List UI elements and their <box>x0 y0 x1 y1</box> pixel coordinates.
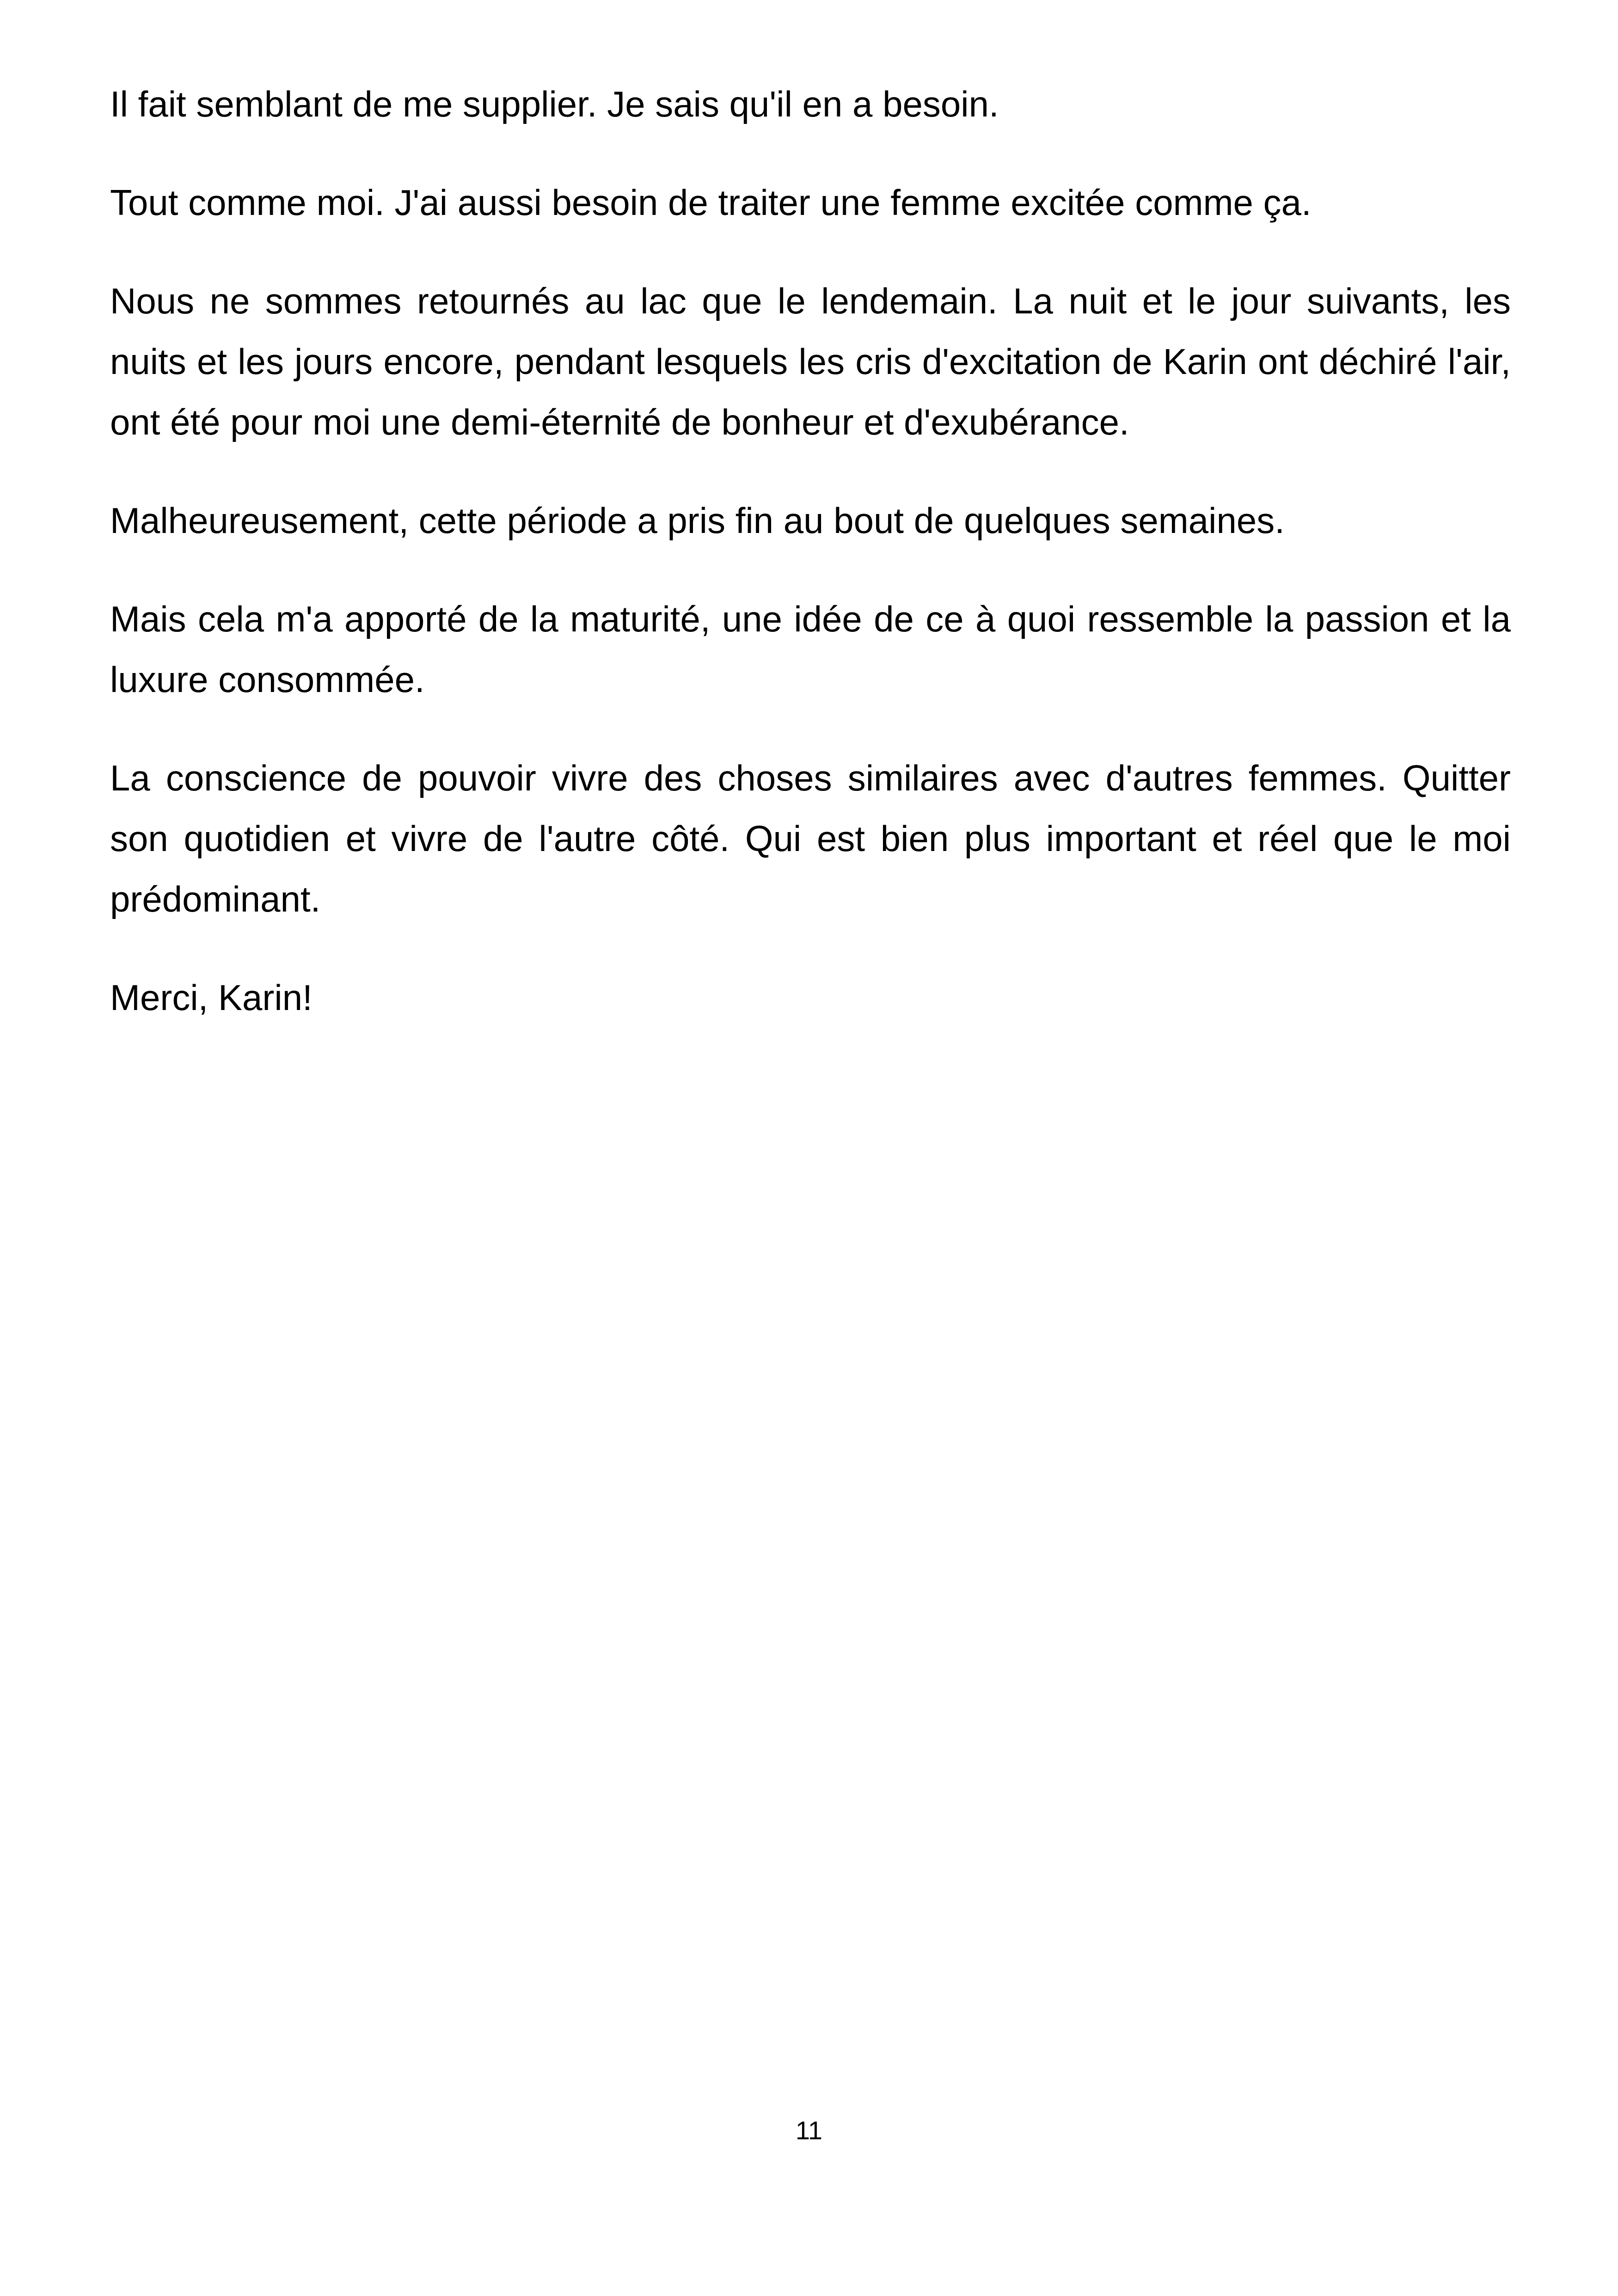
paragraph-3: Nous ne sommes retournés au lac que le lendemain. La nuit et le jour suivants, les nuits et les jours encore, pendant lesquels les cris d'excitation de Karin ont déchiré l'air, ont été pour moi une demi-éternité de bonheur et d'exubérance. <box>110 281 1511 442</box>
body-text <box>110 74 1511 1066</box>
page-number: 11 <box>795 2116 823 2145</box>
paragraph-6: La conscience de pouvoir vivre des choses similaires avec d'autres femmes. Quitter son quotidien et vivre de l'autre côté. Qui est bien plus important et réel que le moi prédominant. <box>110 758 1511 919</box>
paragraph-1: Il fait semblant de me supplier. Je sais qu'il en a besoin. <box>110 84 999 124</box>
paragraph-7: Merci, Karin! <box>110 977 313 1018</box>
paragraph-4: Malheureusement, cette période a pris fin au bout de quelques semaines. <box>110 500 1285 541</box>
paragraph-5: Mais cela m'a apporté de la maturité, une idée de ce à quoi ressemble la passion et la luxure consommée. <box>110 599 1511 700</box>
paragraph-2: Tout comme moi. J'ai aussi besoin de traiter une femme excitée comme ça. <box>110 182 1312 223</box>
